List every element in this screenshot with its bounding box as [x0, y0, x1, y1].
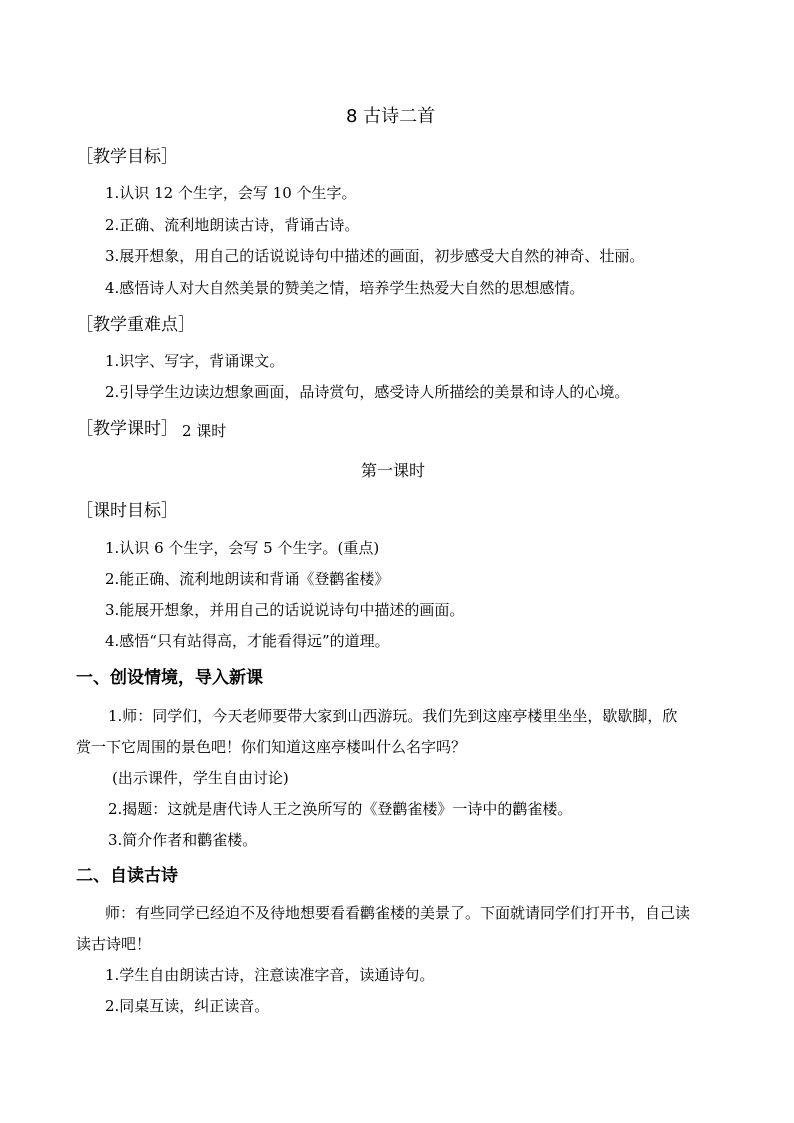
section-one-item: 2.揭题：这就是唐代诗人王之涣所写的《登鹳雀楼》一诗中的鹳雀楼。 [108, 800, 573, 818]
teaching-goal-item: 1.认识 12 个生字，会写 10 个生字。 [105, 184, 357, 202]
section-one-item: 3.简介作者和鹳雀楼。 [108, 831, 258, 849]
section-two-item: 1.学生自由朗读古诗，注意读准字音，读通诗句。 [105, 966, 435, 984]
section-one-paragraph-cont: 赏一下它周围的景色吧！你们知道这座亭楼叫什么名字吗？ [76, 738, 467, 756]
key-point-item: 2.引导学生边读边想象画面，品诗赏句，感受诗人所描绘的美景和诗人的心境。 [105, 383, 630, 401]
teaching-goals-heading: ［教学目标］ [76, 147, 178, 167]
section-one-paragraph: 1.师：同学们，今天老师要带大家到山西游玩。我们先到这座亭楼里坐坐，歇歇脚，欣 [108, 707, 678, 725]
teaching-goal-item: 2.正确、流利地朗读古诗，背诵古诗。 [105, 216, 360, 234]
lesson-goal-item: 3.能展开想象，并用自己的话说说诗句中描述的画面。 [105, 601, 465, 619]
teaching-goal-item: 3.展开想象，用自己的话说说诗句中描述的画面，初步感受大自然的神奇、壮丽。 [105, 247, 645, 265]
section-two-paragraph-cont: 读古诗吧！ [76, 935, 152, 953]
section-two-item: 2.同桌互读，纠正读音。 [105, 997, 270, 1015]
class-hours-heading: ［教学课时］ [76, 419, 178, 439]
page-title: 8 古诗二首 [346, 106, 436, 127]
lesson-title: 第一课时 [361, 461, 426, 480]
teaching-goal-item: 4.感悟诗人对大自然美景的赞美之情，培养学生热爱大自然的思想感情。 [105, 279, 585, 297]
key-points-heading: ［教学重难点］ [76, 315, 195, 335]
lesson-goal-item: 1.认识 6 个生字，会写 5 个生字。(重点) [105, 539, 380, 557]
class-hours-value: 2 课时 [182, 422, 227, 440]
section-one-note: (出示课件，学生自由讨论) [112, 769, 289, 787]
key-point-item: 1.识字、写字，背诵课文。 [105, 352, 285, 370]
section-one-heading: 一、创设情境，导入新课 [76, 668, 263, 688]
section-two-paragraph: 师：有些同学已经迫不及待地想要看看鹳雀楼的美景了。下面就请同学们打开书，自己读 [105, 904, 691, 922]
lesson-goal-item: 2.能正确、流利地朗读和背诵《登鹳雀楼》 [105, 570, 390, 588]
lesson-goal-item: 4.感悟“只有站得高，才能看得远”的道理。 [105, 632, 390, 650]
lesson-goals-heading: ［课时目标］ [76, 501, 178, 521]
section-two-heading: 二、自读古诗 [76, 866, 178, 886]
